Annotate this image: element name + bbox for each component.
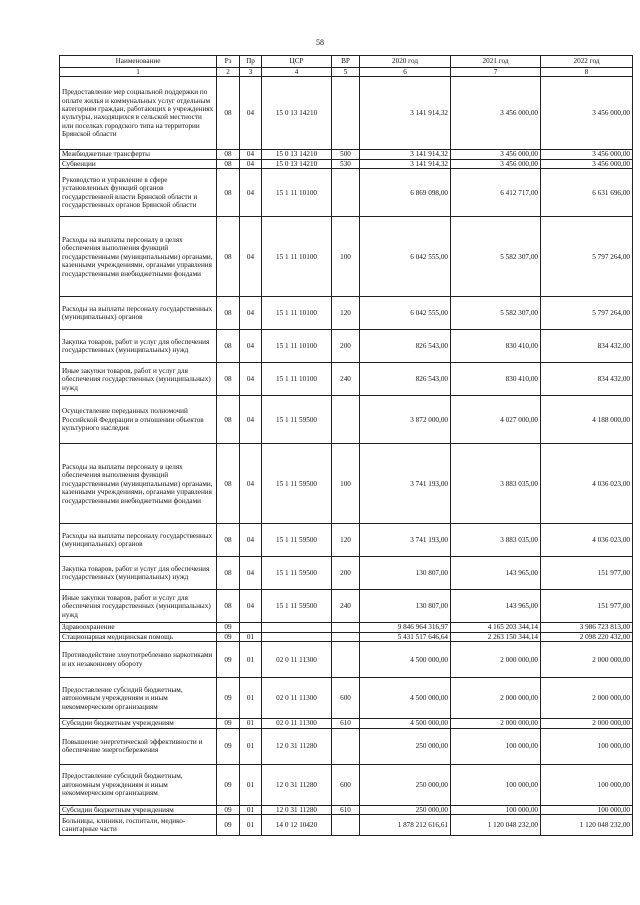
row-name: Иные закупки товаров, работ и услуг для обеспечения государственных (муниципальных) нужд xyxy=(60,590,217,623)
row-name: Расходы на выплаты персоналу в целях обеспечения выполнения функций государственными (муниципальными) органами, казенными учреждениями, органами управления государственными внебюджетными фондами xyxy=(60,444,217,524)
column-number: 7 xyxy=(451,68,541,77)
row-rz: 09 xyxy=(217,805,240,814)
row-2022: 834 432,00 xyxy=(541,363,633,396)
row-2021: 100 000,00 xyxy=(451,728,541,764)
row-2022: 151 977,00 xyxy=(541,590,633,623)
row-2021: 830 410,00 xyxy=(451,363,541,396)
row-rz: 08 xyxy=(217,363,240,396)
row-2020: 250 000,00 xyxy=(360,728,451,764)
header-2022: 2022 год xyxy=(541,56,633,68)
row-pr: 04 xyxy=(240,159,262,168)
column-number: 4 xyxy=(262,68,332,77)
column-number: 2 xyxy=(217,68,240,77)
row-2022: 4 188 000,00 xyxy=(541,396,633,444)
row-csr: 02 0 11 11300 xyxy=(262,678,332,719)
table-row xyxy=(60,297,633,330)
row-name: Предоставление субсидий бюджетным, автономным учреждениям и иным некоммерческим организациям xyxy=(60,764,217,805)
row-2020: 3 141 914,32 xyxy=(360,159,451,168)
row-csr: 15 0 13 14210 xyxy=(262,159,332,168)
header-rz: Рз xyxy=(217,56,240,68)
row-pr: 04 xyxy=(240,217,262,297)
row-vr: 500 xyxy=(332,150,360,159)
row-2020: 3 141 914,32 xyxy=(360,150,451,159)
row-name: Противодействие злоупотреблению наркотиками и их незаконному обороту xyxy=(60,642,217,678)
row-rz: 09 xyxy=(217,632,240,641)
row-rz: 08 xyxy=(217,396,240,444)
row-name: Расходы на выплаты персоналу в целях обеспечения выполнения функций государственными (муниципальными) органами, казенными учреждениями, органами управления государственными внебюджетными фондами xyxy=(60,217,217,297)
column-number: 3 xyxy=(240,68,262,77)
row-2021: 2 000 000,00 xyxy=(451,719,541,728)
row-csr: 15 0 13 14210 xyxy=(262,77,332,150)
row-2022: 3 456 000,00 xyxy=(541,159,633,168)
row-2020: 9 846 964 316,97 xyxy=(360,623,451,632)
row-pr xyxy=(240,623,262,632)
row-2021: 3 883 035,00 xyxy=(451,444,541,524)
row-csr: 15 1 11 10100 xyxy=(262,330,332,363)
row-csr: 15 0 13 14210 xyxy=(262,150,332,159)
row-pr: 01 xyxy=(240,632,262,641)
row-name: Здравоохранение xyxy=(60,623,217,632)
row-2021: 3 456 000,00 xyxy=(451,77,541,150)
row-2022: 100 000,00 xyxy=(541,728,633,764)
row-name: Руководство и управление в сфере установленных функций органов государственной власти Брянской области и государственных органов Брянской области xyxy=(60,169,217,217)
row-rz: 09 xyxy=(217,678,240,719)
row-pr: 01 xyxy=(240,815,262,836)
row-2021: 4 027 000,00 xyxy=(451,396,541,444)
row-csr: 15 1 11 10100 xyxy=(262,297,332,330)
row-2022: 2 000 000,00 xyxy=(541,642,633,678)
row-2020: 3 741 193,00 xyxy=(360,524,451,557)
row-pr: 01 xyxy=(240,805,262,814)
table-row xyxy=(60,805,633,814)
row-pr: 04 xyxy=(240,363,262,396)
row-csr: 02 0 11 11300 xyxy=(262,719,332,728)
table-row xyxy=(60,632,633,641)
header-csr: ЦСР xyxy=(262,56,332,68)
row-2020: 130 807,00 xyxy=(360,557,451,590)
row-pr: 04 xyxy=(240,557,262,590)
row-csr xyxy=(262,632,332,641)
row-vr: 600 xyxy=(332,764,360,805)
row-vr xyxy=(332,632,360,641)
row-name: Предоставление мер социальной поддержки по оплате жилья и коммунальных услуг отдельным категориям граждан, работающих в учреждениях культуры, находящихся в сельской местности или поселках городского типа на территории Брянской области xyxy=(60,77,217,150)
table-row xyxy=(60,217,633,297)
row-2022: 3 456 000,00 xyxy=(541,77,633,150)
row-csr: 12 0 31 11280 xyxy=(262,764,332,805)
table-row xyxy=(60,815,633,836)
row-2021: 2 263 150 344,14 xyxy=(451,632,541,641)
header-pr: Пр xyxy=(240,56,262,68)
row-2021: 3 883 035,00 xyxy=(451,524,541,557)
row-2021: 3 456 000,00 xyxy=(451,150,541,159)
table-body xyxy=(60,77,633,836)
row-vr: 120 xyxy=(332,524,360,557)
budget-table xyxy=(59,55,633,836)
row-2020: 4 500 000,00 xyxy=(360,642,451,678)
row-2021: 1 120 048 232,00 xyxy=(451,815,541,836)
row-2020: 6 869 098,00 xyxy=(360,169,451,217)
row-2022: 834 432,00 xyxy=(541,330,633,363)
row-2020: 826 543,00 xyxy=(360,330,451,363)
row-vr xyxy=(332,815,360,836)
row-csr: 15 1 11 59500 xyxy=(262,590,332,623)
row-2020: 250 000,00 xyxy=(360,764,451,805)
row-rz: 08 xyxy=(217,169,240,217)
row-rz: 08 xyxy=(217,524,240,557)
table-row xyxy=(60,764,633,805)
table-row xyxy=(60,590,633,623)
row-2021: 143 965,00 xyxy=(451,557,541,590)
row-name: Иные закупки товаров, работ и услуг для обеспечения государственных (муниципальных) нужд xyxy=(60,363,217,396)
table-row xyxy=(60,678,633,719)
row-2022: 6 631 696,00 xyxy=(541,169,633,217)
table-row xyxy=(60,623,633,632)
row-2021: 5 582 307,00 xyxy=(451,217,541,297)
row-2022: 2 098 220 432,00 xyxy=(541,632,633,641)
row-2022: 4 036 023,00 xyxy=(541,444,633,524)
row-2022: 2 000 000,00 xyxy=(541,678,633,719)
table-row xyxy=(60,150,633,159)
row-pr: 01 xyxy=(240,728,262,764)
row-2022: 100 000,00 xyxy=(541,805,633,814)
row-2021: 6 412 717,00 xyxy=(451,169,541,217)
row-vr: 240 xyxy=(332,590,360,623)
row-name: Осуществление переданных полномочий Российской Федерации в отношении объектов культурного наследия xyxy=(60,396,217,444)
row-pr: 01 xyxy=(240,764,262,805)
row-rz: 08 xyxy=(217,590,240,623)
row-2021: 4 165 203 344,14 xyxy=(451,623,541,632)
row-pr: 04 xyxy=(240,330,262,363)
row-vr: 200 xyxy=(332,557,360,590)
row-name: Закупка товаров, работ и услуг для обеспечения государственных (муниципальных) нужд xyxy=(60,557,217,590)
row-rz: 08 xyxy=(217,557,240,590)
row-vr: 530 xyxy=(332,159,360,168)
header-name: Наименование xyxy=(60,56,217,68)
row-pr: 04 xyxy=(240,396,262,444)
row-name: Межбюджетные трансферты xyxy=(60,150,217,159)
row-2021: 2 000 000,00 xyxy=(451,678,541,719)
row-2020: 5 431 517 646,64 xyxy=(360,632,451,641)
row-pr: 04 xyxy=(240,169,262,217)
row-csr: 02 0 11 11300 xyxy=(262,642,332,678)
table-row xyxy=(60,169,633,217)
row-pr: 04 xyxy=(240,444,262,524)
row-2020: 4 500 000,00 xyxy=(360,719,451,728)
table-row xyxy=(60,159,633,168)
row-name: Субсидии бюджетным учреждениям xyxy=(60,805,217,814)
column-number: 5 xyxy=(332,68,360,77)
row-pr: 04 xyxy=(240,297,262,330)
row-2022: 5 797 264,00 xyxy=(541,217,633,297)
row-2020: 250 000,00 xyxy=(360,805,451,814)
row-2022: 3 456 000,00 xyxy=(541,150,633,159)
row-rz: 08 xyxy=(217,217,240,297)
row-vr: 100 xyxy=(332,444,360,524)
row-csr: 15 1 11 59500 xyxy=(262,444,332,524)
row-2021: 3 456 000,00 xyxy=(451,159,541,168)
row-csr: 12 0 31 11280 xyxy=(262,728,332,764)
table-row xyxy=(60,719,633,728)
row-vr: 610 xyxy=(332,805,360,814)
row-rz: 08 xyxy=(217,330,240,363)
row-rz: 08 xyxy=(217,159,240,168)
row-2021: 5 582 307,00 xyxy=(451,297,541,330)
row-2020: 6 042 555,00 xyxy=(360,297,451,330)
table-row xyxy=(60,642,633,678)
row-pr: 04 xyxy=(240,524,262,557)
row-csr: 15 1 11 10100 xyxy=(262,217,332,297)
row-name: Субсидии бюджетным учреждениям xyxy=(60,719,217,728)
row-name: Расходы на выплаты персоналу государственных (муниципальных) органов xyxy=(60,524,217,557)
row-pr: 04 xyxy=(240,77,262,150)
row-pr: 04 xyxy=(240,590,262,623)
header-2021: 2021 год xyxy=(451,56,541,68)
row-pr: 01 xyxy=(240,642,262,678)
row-2021: 100 000,00 xyxy=(451,805,541,814)
row-rz: 09 xyxy=(217,728,240,764)
row-pr: 01 xyxy=(240,678,262,719)
row-rz: 09 xyxy=(217,764,240,805)
row-vr xyxy=(332,396,360,444)
row-rz: 09 xyxy=(217,815,240,836)
row-csr: 14 0 12 10420 xyxy=(262,815,332,836)
row-2021: 143 965,00 xyxy=(451,590,541,623)
row-2021: 100 000,00 xyxy=(451,764,541,805)
table-row xyxy=(60,77,633,150)
row-vr: 240 xyxy=(332,363,360,396)
column-number: 8 xyxy=(541,68,633,77)
row-vr xyxy=(332,623,360,632)
row-name: Стационарная медицинская помощь xyxy=(60,632,217,641)
row-csr: 15 1 11 10100 xyxy=(262,169,332,217)
row-rz: 08 xyxy=(217,444,240,524)
row-vr: 610 xyxy=(332,719,360,728)
row-2022: 1 120 048 232,00 xyxy=(541,815,633,836)
row-name: Закупка товаров, работ и услуг для обеспечения государственных (муниципальных) нужд xyxy=(60,330,217,363)
row-pr: 01 xyxy=(240,719,262,728)
row-csr: 15 1 11 59500 xyxy=(262,524,332,557)
row-2020: 826 543,00 xyxy=(360,363,451,396)
row-vr xyxy=(332,728,360,764)
table-row xyxy=(60,524,633,557)
row-2020: 3 741 193,00 xyxy=(360,444,451,524)
table-row xyxy=(60,728,633,764)
row-2020: 6 042 555,00 xyxy=(360,217,451,297)
row-vr xyxy=(332,642,360,678)
row-2022: 5 797 264,00 xyxy=(541,297,633,330)
row-2022: 100 000,00 xyxy=(541,764,633,805)
table-row xyxy=(60,363,633,396)
row-2020: 4 500 000,00 xyxy=(360,678,451,719)
row-csr: 15 1 11 59500 xyxy=(262,557,332,590)
row-rz: 08 xyxy=(217,77,240,150)
header-2020: 2020 год xyxy=(360,56,451,68)
row-rz: 08 xyxy=(217,297,240,330)
row-csr: 15 1 11 59500 xyxy=(262,396,332,444)
row-vr: 200 xyxy=(332,330,360,363)
row-name: Субвенции xyxy=(60,159,217,168)
row-rz: 09 xyxy=(217,719,240,728)
row-rz: 09 xyxy=(217,623,240,632)
table-row xyxy=(60,444,633,524)
row-2022: 4 036 023,00 xyxy=(541,524,633,557)
table-row xyxy=(60,396,633,444)
row-csr xyxy=(262,623,332,632)
row-2020: 1 878 212 616,61 xyxy=(360,815,451,836)
row-vr: 100 xyxy=(332,217,360,297)
column-number: 6 xyxy=(360,68,451,77)
column-number: 1 xyxy=(60,68,217,77)
row-2022: 151 977,00 xyxy=(541,557,633,590)
row-vr: 120 xyxy=(332,297,360,330)
table-row xyxy=(60,330,633,363)
row-name: Расходы на выплаты персоналу государственных (муниципальных) органов xyxy=(60,297,217,330)
row-2020: 3 141 914,32 xyxy=(360,77,451,150)
row-name: Повышение энергетической эффективности и обеспечение энергосбережения xyxy=(60,728,217,764)
row-name: Больницы, клиники, госпитали, медико-санитарные части xyxy=(60,815,217,836)
row-vr xyxy=(332,77,360,150)
row-2020: 3 872 000,00 xyxy=(360,396,451,444)
row-2020: 130 807,00 xyxy=(360,590,451,623)
row-vr: 600 xyxy=(332,678,360,719)
header-vr: ВР xyxy=(332,56,360,68)
row-2022: 2 000 000,00 xyxy=(541,719,633,728)
row-2022: 3 986 723 813,00 xyxy=(541,623,633,632)
row-csr: 15 1 11 10100 xyxy=(262,363,332,396)
page-number: 58 xyxy=(316,38,324,47)
row-rz: 08 xyxy=(217,150,240,159)
row-pr: 04 xyxy=(240,150,262,159)
row-2021: 830 410,00 xyxy=(451,330,541,363)
row-csr: 12 0 31 11280 xyxy=(262,805,332,814)
row-rz: 09 xyxy=(217,642,240,678)
row-2021: 2 000 000,00 xyxy=(451,642,541,678)
row-vr xyxy=(332,169,360,217)
row-name: Предоставление субсидий бюджетным, автономным учреждениям и иным некоммерческим организациям xyxy=(60,678,217,719)
table-row xyxy=(60,557,633,590)
